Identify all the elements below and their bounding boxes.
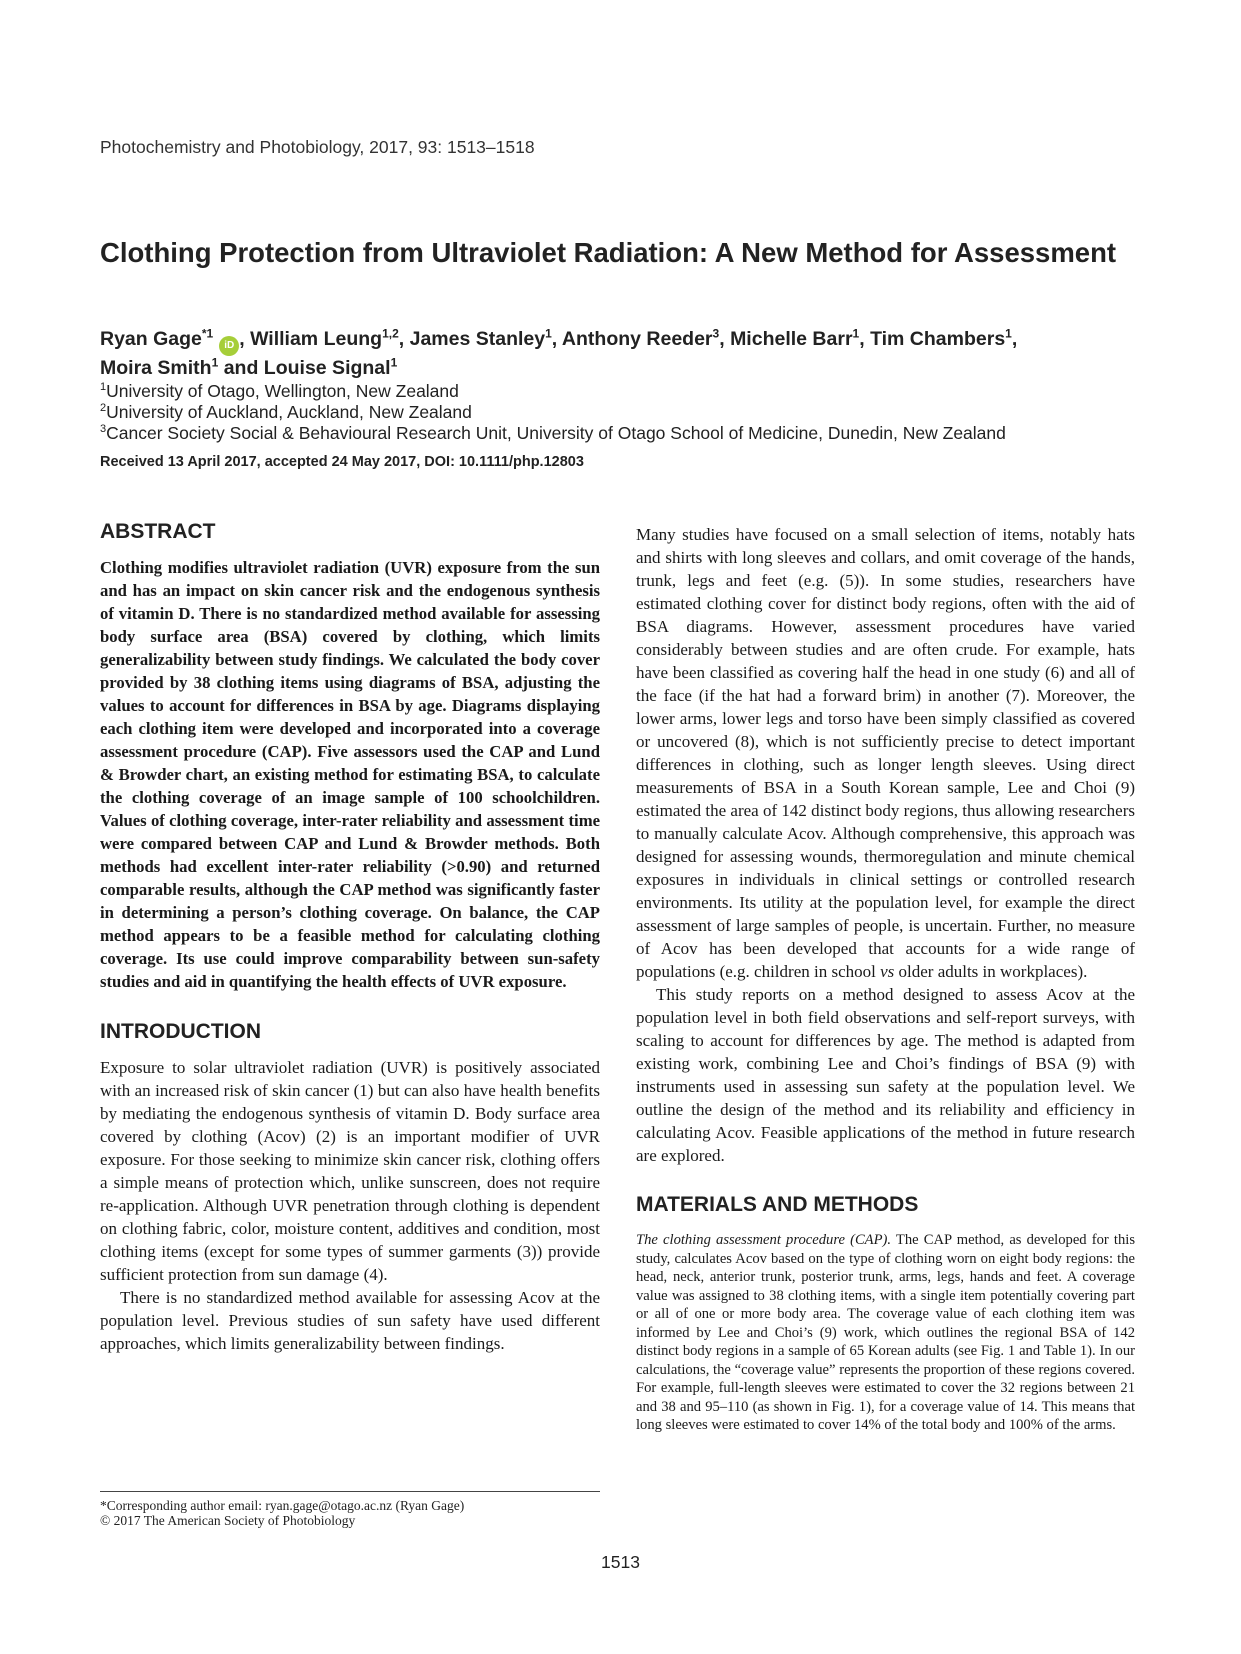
methods-paragraph bbox=[636, 1231, 1135, 1435]
orcid-icon[interactable]: iD bbox=[219, 336, 239, 356]
intro-paragraph: Exposure to solar ultraviolet radiation (UVR) is positively associated with an increased risk of skin cancer (1) but can also have health benefits by mediating the endogenous synthesis of vitamin D. Body surface area covered by clothing (Acov) (2) is an important modifier of UVR exposure. For those seeking to minimize skin cancer risk, clothing offers a simple means of protection which, unlike sunscreen, does not require re-application. Although UVR penetration through clothing is dependent on clothing fabric, color, moisture content, additives and condition, most clothing items (except for some types of summer garments (3)) provide sufficient protection from sun damage (4). bbox=[100, 1058, 600, 1284]
intro-paragraph bbox=[636, 523, 1135, 983]
author-name[interactable]: James Stanley bbox=[409, 328, 546, 350]
intro-text: older adults in workplaces). bbox=[894, 962, 1088, 981]
affiliation bbox=[100, 381, 1160, 402]
author-name[interactable]: Tim Chambers bbox=[870, 328, 1006, 350]
author-affiliation-marker: 1 bbox=[852, 326, 860, 341]
methods-run-in-heading: The clothing assessment procedure (CAP). bbox=[636, 1232, 892, 1248]
affiliation-list bbox=[100, 381, 1160, 444]
author-name[interactable]: Moira Smith bbox=[100, 357, 212, 379]
methods-text: The CAP method, as developed for this study, calculates Acov based on the type of clothing worn on eight body regions: the head, neck, anterior trunk, posterior trunk, arms, legs, hands and feet. A coverage value was assigned to 38 clothing items, with a single item potentially covering part or all of one or more body area. The coverage value of each clothing item was informed by Lee and Choi’s (9) work, which outlines the regional BSA of 142 distinct body regions in a sample of 65 Korean adults (see Fig. 1 and Table 1). In our calculations, the “coverage value” represents the proportion of these regions covered. For example, full-length sleeves were estimated to cover the 32 regions between 21 and 38 and 95–110 (as shown in Fig. 1), for a coverage value of 14. This means that long sleeves were estimated to cover 14% of the total body and 100% of the arms. bbox=[636, 1232, 1135, 1433]
right-column bbox=[636, 523, 1135, 1435]
intro-text-italic: vs bbox=[880, 962, 895, 981]
footnote bbox=[100, 1491, 600, 1528]
affiliation-text: Cancer Society Social & Behavioural Research Unit, University of Otago School of Medicine, Dunedin, New Zealand bbox=[106, 423, 1006, 443]
author-name[interactable]: Michelle Barr bbox=[730, 328, 853, 350]
author-affiliation-marker: *1 bbox=[201, 326, 214, 341]
author-name[interactable]: Anthony Reeder bbox=[561, 328, 713, 350]
left-column bbox=[100, 520, 600, 1355]
affiliation-text: University of Otago, Wellington, New Zealand bbox=[106, 381, 459, 401]
intro-text: Many studies have focused on a small selection of items, notably hats and shirts with long sleeves and collars, and omit coverage of the hands, trunk, legs and feet (e.g. (5)). In some studies, researchers have estimated clothing cover for distinct body regions, often with the aid of BSA diagrams. However, assessment procedures have varied considerably between studies and are often crude. For example, hats have been classified as covering half the head in one study (6) and all of the face (if the hat had a forward brim) in another (7). Moreover, the lower arms, lower legs and torso have been simply classified as covered or uncovered (8), which is not sufficiently precise to detect important differences in clothing, such as longer length sleeves. Using direct measurements of BSA in a South Korean sample, Lee and Choi (9) estimated the area of 142 distinct body regions, thus allowing researchers to manually calculate Acov. Although comprehensive, this approach was designed for assessing wounds, thermoregulation and minute chemical exposures in individuals in clinical settings or controlled research environments. Its utility at the population level, for example the direct assessment of large samples of people, is uncertain. Further, no measure of Acov has been developed that accounts for a wide range of populations (e.g. children in school bbox=[636, 525, 1135, 981]
abstract-heading: ABSTRACT bbox=[100, 520, 216, 543]
received-dates-doi: Received 13 April 2017, accepted 24 May 2017, DOI: 10.1111/php.12803 bbox=[100, 454, 584, 470]
author-affiliation-marker: 1 bbox=[545, 326, 552, 341]
introduction-heading: INTRODUCTION bbox=[100, 1020, 261, 1043]
intro-paragraph: This study reports on a method designed to assess Acov at the population level in both field observations and self-report surveys, with scaling to account for differences by age. The method is adapted from existing work, combining Lee and Choi’s findings of BSA (9) with instruments used in assessing sun safety at the population level. We outline the design of the method and its reliability and efficiency in calculating Acov. Feasible applications of the method in future research are explored. bbox=[636, 985, 1135, 1165]
intro-paragraph: There is no standardized method available for assessing Acov at the population level. Previous studies of sun safety have used different approaches, which limits generalizability between findings. bbox=[100, 1288, 600, 1353]
affiliation bbox=[100, 423, 1160, 444]
affiliation-number: 1 bbox=[100, 381, 107, 394]
methods-heading: MATERIALS AND METHODS bbox=[636, 1193, 919, 1216]
author-name[interactable]: William Leung bbox=[250, 328, 383, 350]
page-number: 1513 bbox=[601, 1552, 640, 1572]
author-list: Ryan Gage$^{*1}$iD , William Leung$^{1,2}$, James Stanley$^1$, Anthony Reeder$^3$, Michelle Barr$^1$, Tim Chambers$^1$, Moira Smith$^1$ and Louise Signal$^1$ bbox=[100, 326, 1018, 379]
affiliation-text: University of Auckland, Auckland, New Zealand bbox=[106, 402, 472, 422]
author-name[interactable]: Louise Signal bbox=[263, 357, 391, 379]
affiliation bbox=[100, 402, 1160, 423]
author-affiliation-marker: 1 bbox=[390, 355, 398, 370]
affiliation-number: 2 bbox=[100, 402, 107, 415]
journal-citation: Photochemistry and Photobiology, 2017, 93: 1513–1518 bbox=[100, 137, 535, 157]
author-affiliation-marker: 1 bbox=[211, 355, 219, 370]
abstract-body: Clothing modifies ultraviolet radiation (UVR) exposure from the sun and has an impact on skin cancer risk and the endogenous synthesis of vitamin D. There is no standardized method available for assessing body surface area (BSA) covered by clothing, which limits generalizability between study findings. We calculated the body cover provided by 38 clothing items using diagrams of BSA, adjusting the values to account for differences in BSA by age. Diagrams displaying each clothing item were developed and incorporated into a coverage assessment procedure (CAP). Five assessors used the CAP and Lund & Browder chart, an existing method for estimating BSA, to calculate the clothing coverage of an image sample of 100 schoolchildren. Values of clothing coverage, inter-rater reliability and assessment time were compared between CAP and Lund & Browder methods. Both methods had excellent inter-rater reliability (>0.90) and returned comparable results, although the CAP method was significantly faster in determining a person’s clothing coverage. On balance, the CAP method appears to be a feasible method for calculating clothing coverage. Its use could improve comparability between sun-safety studies and aid in quantifying the health effects of UVR exposure. bbox=[100, 558, 600, 991]
author-name[interactable]: Ryan Gage bbox=[100, 328, 202, 350]
corresponding-author: *Corresponding author email: ryan.gage@otago.ac.nz (Ryan Gage) bbox=[100, 1498, 465, 1513]
author-affiliation-marker: 1 bbox=[1005, 326, 1012, 341]
author-affiliation-marker: 3 bbox=[712, 326, 720, 341]
author-affiliation-marker: 1,2 bbox=[382, 326, 399, 341]
copyright-notice: © 2017 The American Society of Photobiology bbox=[100, 1513, 356, 1528]
affiliation-number: 3 bbox=[100, 423, 107, 436]
article-title: Clothing Protection from Ultraviolet Radiation: A New Method for Assessment bbox=[100, 237, 1117, 268]
